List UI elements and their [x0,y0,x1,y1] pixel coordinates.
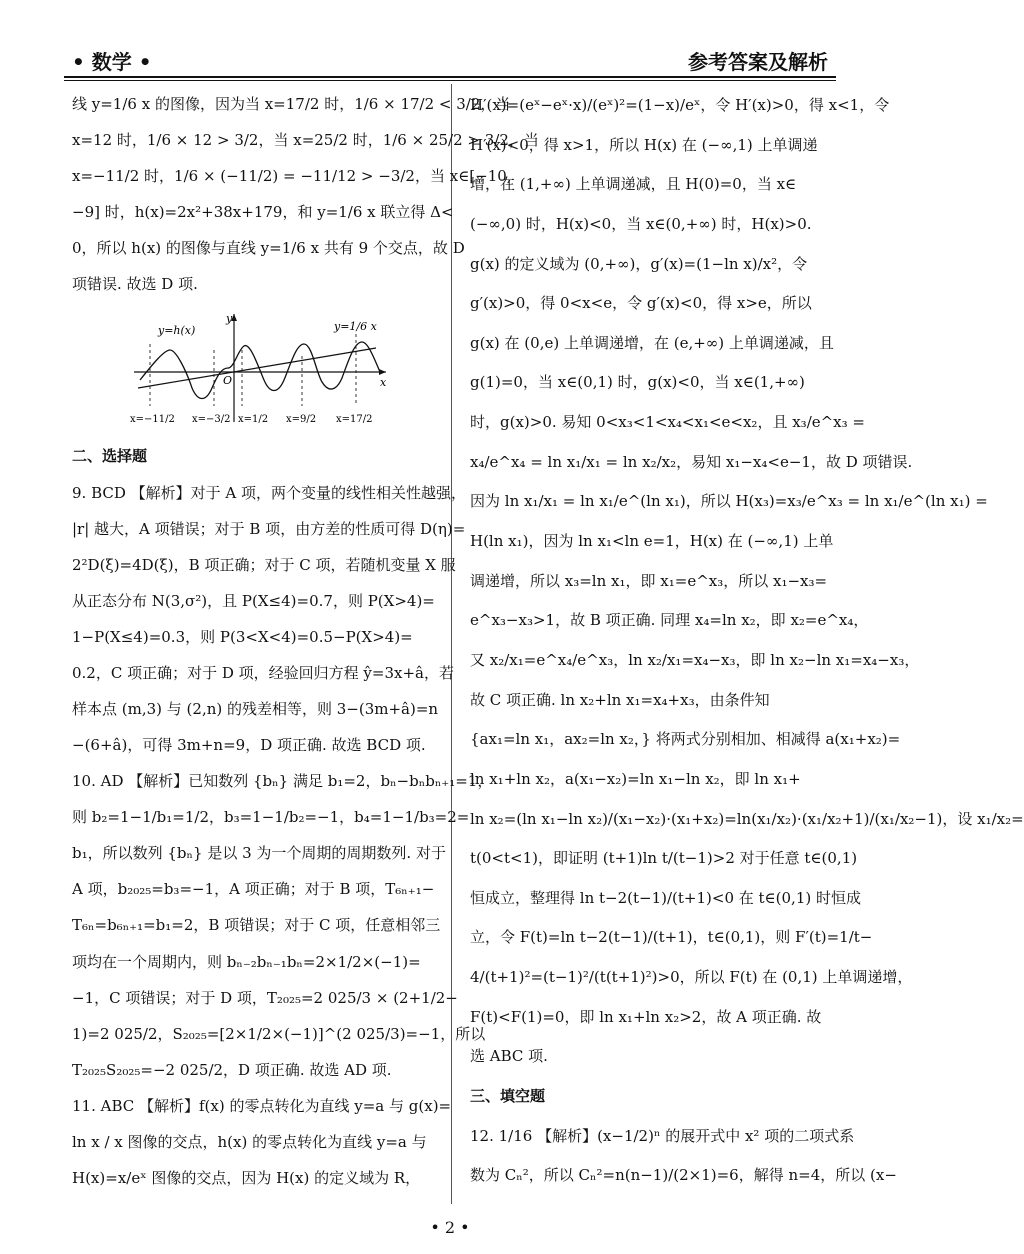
text-line: 9. BCD 【解析】对于 A 项，两个变量的线性相关性越强， [72,483,467,502]
text-line: {ax₁=ln x₁，ax₂=ln x₂，} 将两式分别相加、相减得 a(x₁+x₂)= [470,730,901,749]
text-line: ln x / x 图像的交点，h(x) 的零点转化为直线 y=a 与 [72,1132,427,1151]
text-line: x₄/e^x₄ = ln x₁/x₁ = ln x₂/x₂，易知 x₁−x₄<e−1，故 D 项错误. [470,452,913,471]
text-line: g(1)=0，当 x∈(0,1) 时，g(x)<0，当 x∈(1,+∞) [470,373,805,392]
curve-label: y=h(x) [158,324,196,338]
text-line: g(x) 的定义域为 (0,+∞)，g′(x)=(1−ln x)/x²，令 [470,254,808,273]
text-line: b₁，所以数列 {bₙ} 是以 3 为一个周期的周期数列. 对于 [72,844,446,863]
text-line: 调递增，所以 x₃=ln x₁，即 x₁=e^x₃，所以 x₁−x₃= [470,571,828,590]
text-line: 2²D(ξ)=4D(ξ)，B 项正确；对于 C 项，若随机变量 X 服 [72,555,456,574]
text-line: x=12 时，1/6 × 12 > 3/2，当 x=25/2 时，1/6 × 25/2 > 3/2，当 [72,131,539,150]
text-line: e^x₃−x₃>1，故 B 项正确. 同理 x₄=ln x₂，即 x₂=e^x₄， [470,611,869,630]
text-line: 则 b₂=1−1/b₁=1/2，b₃=1−1/b₂=−1，b₄=1−1/b₃=2= [72,808,470,827]
section-heading: 三、填空题 [470,1087,546,1106]
text-line: 从正态分布 N(3,σ²)，且 P(X≤4)=0.7，则 P(X>4)= [72,591,435,610]
text-line: 因为 ln x₁/x₁ = ln x₁/e^(ln x₁)，所以 H(x₃)=x₃/e^x₃ = ln x₁/e^(ln x₁) = [470,492,988,511]
text-line: 12. 1/16 【解析】(x−1/2)ⁿ 的展开式中 x² 项的二项式系 [470,1126,855,1145]
text-line: 数为 Cₙ²，所以 Cₙ²=n(n−1)/(2×1)=6，解得 n=4，所以 (x− [470,1166,897,1185]
text-line: t(0<t<1)，即证明 (t+1)ln t/(t−1)>2 对于任意 t∈(0,1) [470,849,858,868]
tick-label: x=−3/2 [192,414,231,426]
text-line: −1，C 项错误；对于 D 项，T₂₀₂₅=2 025/3 × (2+1/2− [72,988,458,1007]
text-line: A 项，b₂₀₂₅=b₃=−1，A 项正确；对于 B 项，T₆ₙ₊₁− [72,880,435,899]
text-line: 10. AD 【解析】已知数列 {bₙ} 满足 b₁=2，bₙ−bₙbₙ₊₁=1， [72,772,493,791]
text-line: 立，令 F(t)=ln t−2(t−1)/(t+1)，t∈(0,1)，则 F′(t)=1/t− [470,928,873,947]
tick-label: x=−11/2 [130,414,175,426]
text-line: 时，g(x)>0. 易知 0<x₃<1<x₄<x₁<e<x₂，且 x₃/e^x₃ = [470,413,865,432]
text-line: H′(x)=(eˣ−eˣ·x)/(eˣ)²=(1−x)/eˣ，令 H′(x)>0，得 x<1，令 [470,96,890,114]
tick-label: x=9/2 [286,414,317,426]
dashed-guides [150,334,356,406]
text-line: 项均在一个周期内，则 bₙ₋₂bₙ₋₁bₙ=2×1/2×(−1)= [72,952,421,971]
text-line: 恒成立，整理得 ln t−2(t−1)/(t+1)<0 在 t∈(0,1) 时恒成 [470,888,861,907]
y-axis-label: y [226,312,233,326]
y-axis [231,314,237,422]
tick-label: x=1/2 [238,414,269,426]
text-line: T₆ₙ=b₆ₙ₊₁=b₁=2，B 项错误；对于 C 项，任意相邻三 [72,916,441,935]
text-line: g′(x)>0，得 0<x<e，令 g′(x)<0，得 x>e，所以 [470,294,812,313]
text-line: g(x) 在 (0,e) 上单调递增，在 (e,+∞) 上单调递减，且 [470,333,834,352]
text-line: H′(x)<0，得 x>1，所以 H(x) 在 (−∞,1) 上单调递 [470,135,818,154]
text-line: 样本点 (m,3) 与 (2,n) 的残差相等，则 3−(3m+â)=n [72,700,439,719]
function-graph-svg [130,310,390,428]
section-heading: 二、选择题 [72,447,148,466]
function-graph [72,310,442,428]
text-line: ln x₂=(ln x₁−ln x₂)/(x₁−x₂)·(x₁+x₂)=ln(x₁/x₂)·(x₁/x₂+1)/(x₁/x₂−1)，设 x₁/x₂= [470,809,1024,828]
text-line: 1)=2 025/2，S₂₀₂₅=[2×1/2×(−1)]^(2 025/3)=−1，所以 [72,1024,486,1043]
text-line: 故 C 项正确. ln x₂+ln x₁=x₄+x₃，由条件知 [470,690,770,709]
text-line: F(t)<F(1)=0，即 ln x₁+ln x₂>2，故 A 项正确. 故 [470,1007,822,1026]
origin-label: O [223,374,233,388]
h-curve [140,342,380,399]
text-line: 增，在 (1,+∞) 上单调递减，且 H(0)=0，当 x∈ [470,175,797,194]
text-line: 0，所以 h(x) 的图像与直线 y=1/6 x 共有 9 个交点，故 D [72,239,465,258]
text-line: H(x)=x/eˣ 图像的交点，因为 H(x) 的定义域为 R， [72,1169,421,1188]
text-line: ln x₁+ln x₂，a(x₁−x₂)=ln x₁−ln x₂，即 ln x₁+ [470,769,801,788]
header-rule [64,76,836,78]
text-line: T₂₀₂₅S₂₀₂₅=−2 025/2，D 项正确. 故选 AD 项. [72,1060,392,1079]
text-line: 又 x₂/x₁=e^x₄/e^x₃，ln x₂/x₁=x₄−x₃，即 ln x₂−ln x₁=x₄−x₃， [470,650,920,669]
tick-labels [130,414,372,425]
text-line: x=−11/2 时，1/6 × (−11/2) = −11/12 > −3/2，当 x∈[−10, [72,167,512,186]
right-column [470,86,1024,1196]
text-line: −9] 时，h(x)=2x²+38x+179，和 y=1/6 x 联立得 Δ< [72,203,454,222]
text-line: |r| 越大，A 项错误；对于 B 项，由方差的性质可得 D(η)= [72,519,466,538]
text-line: 4/(t+1)²=(t−1)²/(t(t+1)²)>0，所以 F(t) 在 (0,1) 上单调递增， [470,968,913,987]
text-line: −(6+â)，可得 3m+n=9，D 项正确. 故选 BCD 项. [72,736,426,755]
page-number: • 2 • [430,1218,470,1237]
tick-label: x=17/2 [336,414,373,426]
text-line: H(ln x₁)，因为 ln x₁<ln e=1，H(x) 在 (−∞,1) 上单 [470,532,834,551]
text-line: 1−P(X≤4)=0.3，则 P(3<X<4)=0.5−P(X>4)= [72,627,413,646]
text-line: 11. ABC 【解析】f(x) 的零点转化为直线 y=a 与 g(x)= [72,1096,452,1115]
line-label: y=1/6 x [334,320,377,334]
header-rule-thin [64,80,836,81]
text-line: 选 ABC 项. [470,1047,548,1066]
x-axis-label: x [380,376,387,390]
text-line: 项错误. 故选 D 项. [72,275,198,294]
header-title: 参考答案及解析 [688,50,828,74]
header-subject: • 数学 • [72,50,152,74]
text-line: 线 y=1/6 x 的图像，因为当 x=17/2 时，1/6 × 17/2 < 3/2，当 [72,95,511,113]
text-line: 0.2，C 项正确；对于 D 项，经验回归方程 ŷ=3x+â，若 [72,663,454,682]
text-line: (−∞,0) 时，H(x)<0，当 x∈(0,+∞) 时，H(x)>0. [470,214,812,233]
